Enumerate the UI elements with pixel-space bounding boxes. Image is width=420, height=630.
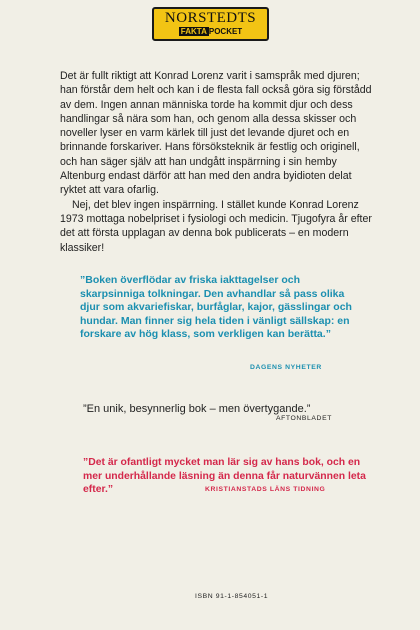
review-quote-aftonbladet: ”En unik, besynnerlig bok – men övertygande.” — [83, 403, 311, 415]
isbn-number: ISBN 91-1-854051-1 — [195, 593, 269, 600]
review-quote-dn: ”Boken överflödar av friska iakttagelser och skarpsinniga tolkningar. Den avhandlar så pass olika djur som akvariefiskar, burfåglar, kajor, gässlingar och hundar. Man finner sig hela tiden i vänligt sällskap: en forskare av hög klass, som verkligen kan berätta.” — [80, 274, 352, 340]
logo-series-a: FAKTA — [180, 27, 207, 36]
blurb-text — [60, 69, 372, 255]
publisher-logo — [152, 7, 269, 41]
review-source-aftonbladet: AFTONBLADET — [276, 415, 332, 422]
blurb-paragraph-1: Det är fullt riktigt att Konrad Lorenz varit i samspråk med djuren; han förstår dem helt och kan i de flesta fall också göra sig förstådd av dem. Ingen annan människa torde ha kommit djur och dess handlingar så nära som han, och genom alla dessa skisser och noveller lyser en varm kärlek till just det levande djuret och en brinnande forskariver. Hans försöksteknik är festlig och originell, och han säger själv att han undgått inspärrning i sin hemby Altenburg endast därför att han med den andra byidioten delat ryktet att vara ofarlig. — [60, 70, 372, 197]
logo-brand: NORSTEDTS — [164, 10, 257, 26]
blurb-paragraph-2: Nej, det blev ingen inspärrning. I stället kunde Konrad Lorenz 1973 mottaga nobelpriset i fysiologi och medicin. Tjugofyra år efter det att första upplagan av denna bok publicerats – en modern klassiker! — [60, 198, 372, 254]
logo-series — [154, 26, 267, 37]
review-quote-kristianstad: ”Det är ofantligt mycket man lär sig av hans bok, och en mer underhållande läsning än denna får naturvännen leta efter.” — [83, 457, 366, 495]
review-source-dn: DAGENS NYHETER — [250, 364, 322, 371]
review-source-kristianstad: KRISTIANSTADS LÄNS TIDNING — [205, 486, 326, 493]
logo-series-b: POCKET — [208, 27, 243, 36]
